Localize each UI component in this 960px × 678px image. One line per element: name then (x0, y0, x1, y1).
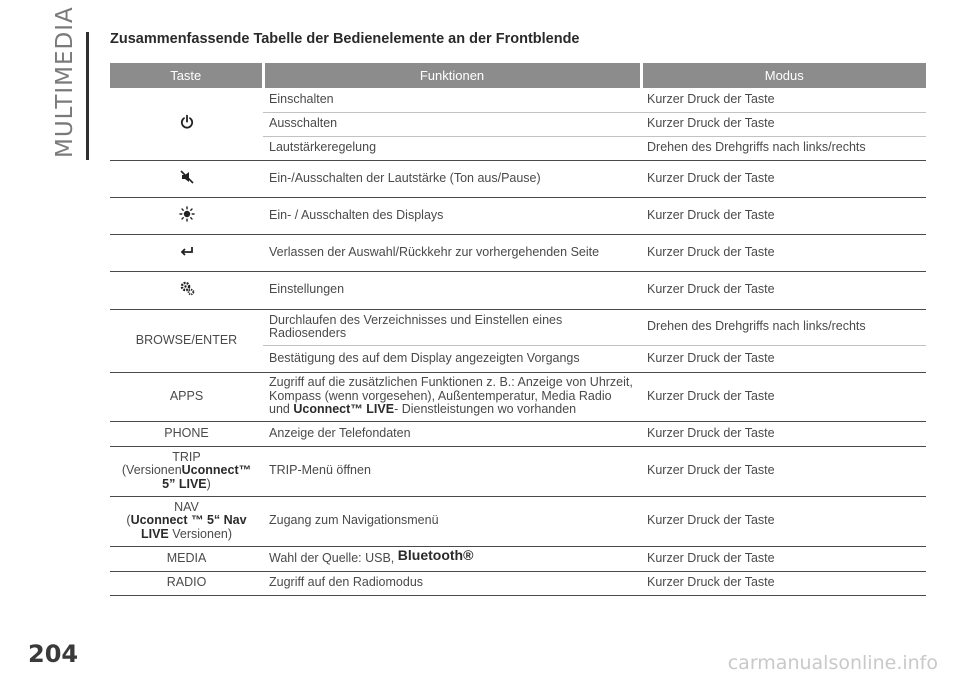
key-back-cell (110, 234, 263, 271)
nav-key-label: NAV (174, 499, 199, 514)
mode-cell: Kurzer Druck der Taste (641, 372, 926, 421)
table-row (110, 446, 926, 496)
power-icon (179, 114, 195, 130)
nav-note-suffix: Versionen) (172, 526, 233, 541)
nav-note-prefix: ( (126, 513, 131, 528)
apps-function-suffix: - Dienstleistungen wo vorhanden (394, 402, 577, 417)
trip-key-label: TRIP (172, 449, 201, 464)
table-row (110, 88, 926, 112)
mode-cell: Kurzer Druck der Taste (641, 160, 926, 197)
mute-icon (179, 169, 195, 185)
key-trip-cell (110, 446, 263, 496)
key-browse-cell: BROWSE/ENTER (110, 309, 263, 372)
key-mute-cell (110, 160, 263, 197)
function-cell: Einstellungen (263, 271, 641, 309)
header-functions: Funktionen (263, 63, 641, 88)
media-function-text: Wahl der Quelle: USB, (269, 551, 395, 566)
key-phone-cell: PHONE (110, 421, 263, 446)
mode-cell: Kurzer Druck der Taste (641, 546, 926, 571)
key-power-cell (110, 88, 263, 160)
page-number: 204 (28, 640, 79, 668)
function-cell: TRIP-Menü öffnen (263, 446, 641, 496)
function-cell: Ausschalten (263, 112, 641, 136)
function-cell: Ein-/Ausschalten der Lautstärke (Ton aus/Pause) (263, 160, 641, 197)
controls-table (110, 63, 926, 596)
key-apps-cell: APPS (110, 372, 263, 421)
mode-cell: Kurzer Druck der Taste (641, 88, 926, 112)
mode-cell: Kurzer Druck der Taste (641, 496, 926, 546)
function-cell: Zugriff auf den Radiomodus (263, 571, 641, 595)
table-row (110, 309, 926, 345)
table-header-row (110, 63, 926, 88)
table-row (110, 271, 926, 309)
function-cell: Zugang zum Navigationsmenü (263, 496, 641, 546)
table-row (110, 372, 926, 421)
mode-cell: Kurzer Druck der Taste (641, 571, 926, 595)
page-title: Zusammenfassende Tabelle der Bedienelemente an der Frontblende (110, 31, 580, 47)
watermark: carmanualsonline.info (727, 652, 938, 674)
function-cell: Lautstärkeregelung (263, 136, 641, 160)
table-row (110, 421, 926, 446)
mode-cell: Kurzer Druck der Taste (641, 197, 926, 234)
mode-cell: Kurzer Druck der Taste (641, 446, 926, 496)
mode-cell: Kurzer Druck der Taste (641, 234, 926, 271)
nav-note-brand: Uconnect ™ 5“ Nav LIVE (130, 513, 247, 541)
back-arrow-icon (179, 243, 195, 259)
nav-key-note (116, 514, 257, 541)
mode-cell: Kurzer Druck der Taste (641, 421, 926, 446)
key-radio-cell: RADIO (110, 571, 263, 595)
mode-cell: Drehen des Drehgriffs nach links/rechts (641, 136, 926, 160)
function-cell: Ein- / Ausschalten des Displays (263, 197, 641, 234)
section-rule (86, 32, 89, 160)
table-row (110, 496, 926, 546)
mode-cell: Kurzer Druck der Taste (641, 271, 926, 309)
function-cell (263, 372, 641, 421)
apps-function-brand: Uconnect™ LIVE (293, 402, 395, 417)
table-row (110, 197, 926, 234)
function-cell: Anzeige der Telefondaten (263, 421, 641, 446)
bluetooth-brand: Bluetooth® (397, 547, 474, 564)
header-mode: Modus (641, 63, 926, 88)
apps-function-text: Zugriff auf die zusätzlichen Funktionen z. B.: Anzeige von Uhrzeit, Kompass (wenn vorgesehen), Außentemperatur, Media Radio und (269, 375, 633, 417)
key-nav-cell (110, 496, 263, 546)
trip-note-brand: Uconnect™ 5” LIVE (162, 463, 252, 491)
key-media-cell: MEDIA (110, 546, 263, 571)
table-row (110, 546, 926, 571)
function-cell: Bestätigung des auf dem Display angezeigten Vorgangs (263, 345, 641, 372)
trip-note-prefix: (Versionen (121, 463, 182, 478)
header-key: Taste (110, 63, 263, 88)
section-label: MULTIMEDIA (52, 6, 78, 158)
mode-cell: Drehen des Drehgriffs nach links/rechts (641, 309, 926, 345)
table-row (110, 160, 926, 197)
function-cell (263, 546, 641, 571)
function-cell: Verlassen der Auswahl/Rückkehr zur vorhergehenden Seite (263, 234, 641, 271)
function-cell: Durchlaufen des Verzeichnisses und Einstellen eines Radiosenders (263, 309, 641, 345)
trip-key-note (116, 464, 257, 491)
trip-note-suffix: ) (206, 476, 211, 491)
settings-gear-icon (179, 280, 195, 296)
table-row (110, 571, 926, 595)
mode-cell: Kurzer Druck der Taste (641, 345, 926, 372)
display-brightness-icon (179, 206, 195, 222)
function-cell: Einschalten (263, 88, 641, 112)
key-display-cell (110, 197, 263, 234)
key-settings-cell (110, 271, 263, 309)
mode-cell: Kurzer Druck der Taste (641, 112, 926, 136)
table-row (110, 234, 926, 271)
